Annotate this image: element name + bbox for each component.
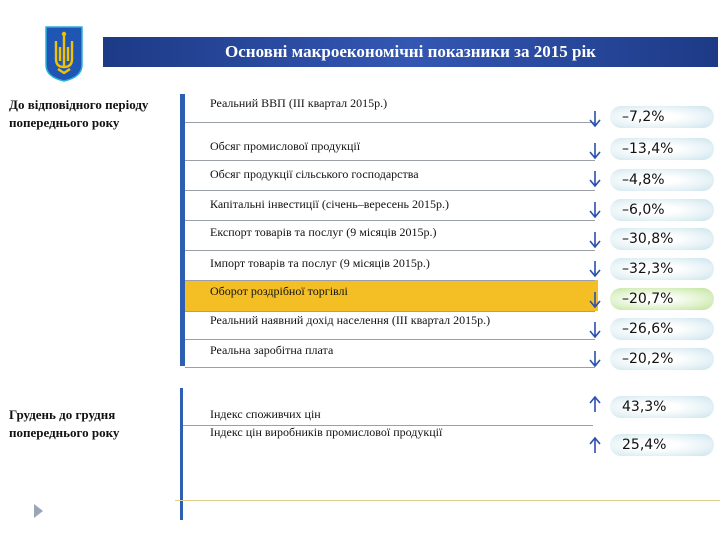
row-divider [185,280,595,281]
indicator-label-industry: Обсяг промислової продукції [210,139,361,153]
section-divider [180,94,185,366]
page-title: Основні макроекономічні показники за 2015 рік [103,37,718,67]
indicator-label-retail: Оборот роздрібної торгівлі [210,284,348,298]
index-value-cpi: 43,3% [622,399,667,415]
indicator-value-agriculture: –4,8% [622,172,665,188]
up-arrow-icon [588,436,602,454]
indicator-value-export: –30,8% [622,231,674,247]
footer-divider [175,500,720,501]
indicator-value-industry: –13,4% [622,141,674,157]
down-arrow-icon [588,201,602,219]
indicator-label-gdp: Реальний ВВП (ІІІ квартал 2015р.) [210,96,388,110]
indicator-label-investment: Капітальні інвестиції (січень–вересень 2015р.) [210,197,450,211]
down-arrow-icon [588,260,602,278]
indicator-label-import: Імпорт товарів та послуг (9 місяців 2015р.) [210,256,430,270]
up-arrow-icon [588,395,602,413]
down-arrow-icon [588,350,602,368]
row-divider [185,311,595,312]
index-label-cpi: Індекс споживчих цін [210,407,321,421]
row-divider [185,122,595,123]
period-label-december: Грудень до грудня попереднього року [9,407,120,440]
row-divider [185,339,595,340]
row-divider [185,190,595,191]
period-label-previous: До відповідного періоду попереднього року [9,97,149,130]
row-divider [185,367,595,368]
indicator-label-agriculture: Обсяг продукції сільського господарства [210,167,419,181]
down-arrow-icon [588,321,602,339]
indicator-value-retail: –20,7% [622,291,674,307]
indicator-label-income: Реальний наявний дохід населення (ІІІ квартал 2015р.) [210,313,491,327]
coat-of-arms-icon [44,25,84,83]
indicator-value-wages: –20,2% [622,351,674,367]
indicator-value-import: –32,3% [622,261,674,277]
indicator-label-export: Експорт товарів та послуг (9 місяців 2015р.) [210,225,437,239]
nav-triangle-icon[interactable] [34,504,43,518]
row-divider [185,220,595,221]
indicator-value-gdp: –7,2% [622,109,665,125]
indicator-value-income: –26,6% [622,321,674,337]
row-divider [185,160,595,161]
down-arrow-icon [588,170,602,188]
down-arrow-icon [588,291,602,309]
index-label-ppi: Індекс цін виробників промислової продукції [210,425,443,439]
down-arrow-icon [588,110,602,128]
indicator-value-investment: –6,0% [622,202,665,218]
index-value-ppi: 25,4% [622,437,667,453]
down-arrow-icon [588,142,602,160]
indicator-label-wages: Реальна заробітна плата [210,343,334,357]
down-arrow-icon [588,231,602,249]
row-divider [185,250,595,251]
